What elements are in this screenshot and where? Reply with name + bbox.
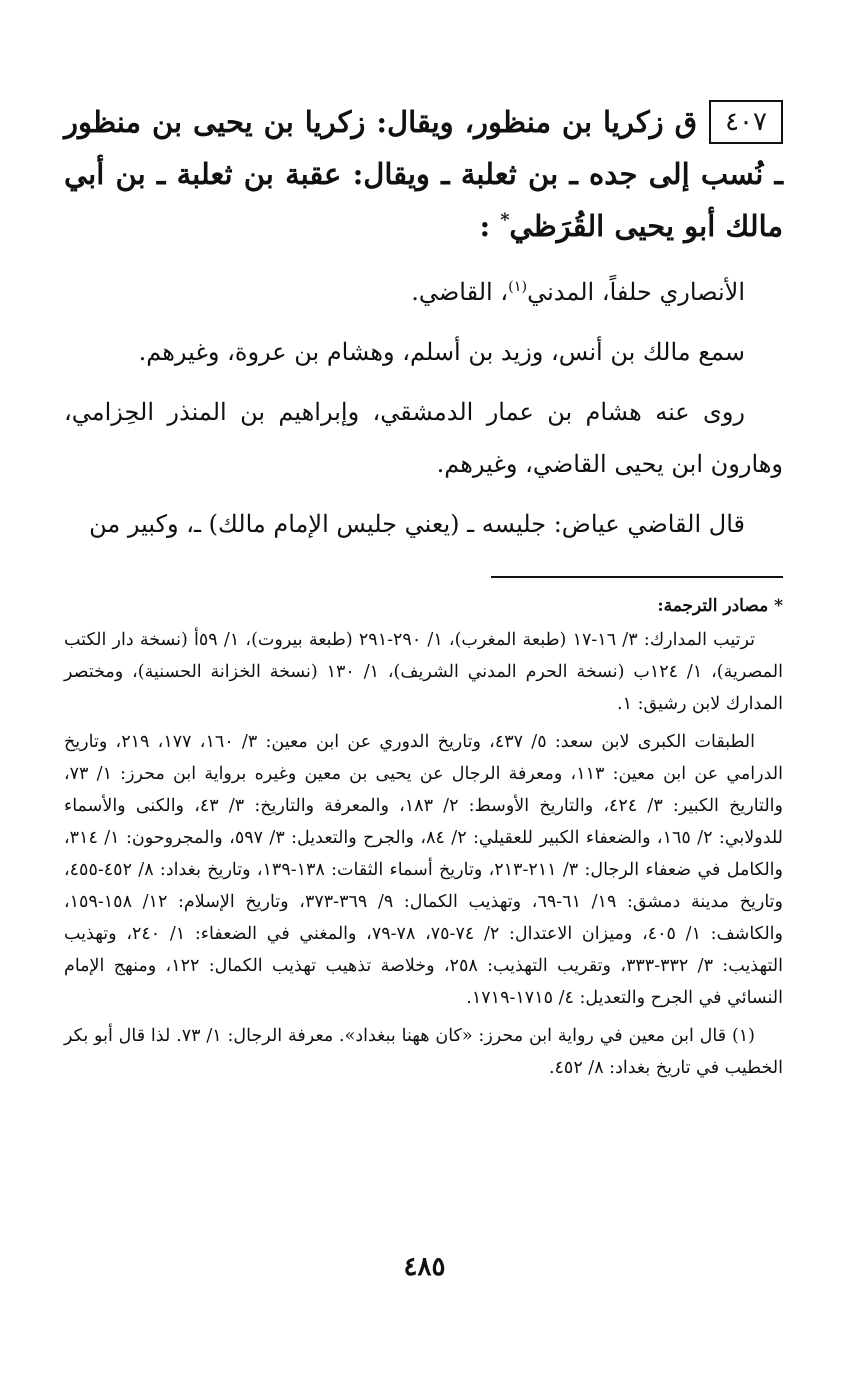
footnote-separator — [491, 576, 783, 578]
source-asterisk-mark: * — [500, 210, 510, 231]
entry-heading — [64, 96, 783, 252]
paragraph-1-rest: ، القاضي. — [411, 278, 509, 306]
body-paragraph-3: روى عنه هشام بن عمار الدمشقي، وإبراهيم بن المنذر الحِزامي، وهارون ابن يحيى القاضي، وغيرهم. — [64, 398, 783, 478]
footnotes-section — [64, 588, 783, 1084]
sources-paragraph-1: ترتيب المدارك: ٣/ ١٦-١٧ (طبعة المغرب)، ١/ ٢٩٠-٢٩١ (طبعة بيروت)، ١/ ٥٩أ (نسخة دار الكتب المصرية)، ١/ ١٢٤ب (نسخة الحرم المدني الشريف)، ١/ ١٣٠ (نسخة الخزانة الحسنية)، ومختصر المدارك لابن رشيق: ١. — [64, 630, 783, 714]
footnote-ref-1: (١) — [508, 279, 528, 295]
body-paragraph-2: سمع مالك بن أنس، وزيد بن أسلم، وهشام بن عروة، وغيرهم. — [138, 338, 745, 366]
paragraph-1-text: الأنصاري حلفاً، المدني — [527, 278, 745, 306]
footnote-1: (١) قال ابن معين في رواية ابن محرز: «كان ههنا ببغداد». معرفة الرجال: ١/ ٧٣. لذا قال أبو بكر الخطيب في تاريخ بغداد: ٨/ ٤٥٢. — [64, 1026, 783, 1078]
page-number: ٤٨٥ — [403, 1252, 446, 1282]
body-paragraph-1 — [64, 266, 783, 318]
heading-colon: : — [479, 209, 491, 243]
body-paragraph-4: قال القاضي عياض: جليسه ـ (يعني جليس الإمام مالك) ـ، وكبير من — [89, 510, 745, 538]
entry-number-box: ٤٠٧ — [709, 100, 783, 144]
entry-heading-text: ق زكريا بن منظور، ويقال: زكريا بن يحيى بن منظور ـ نُسب إلى جده ـ بن ثعلبة ـ ويقال: عقبة بن ثعلبة ـ بن أبي مالك أبو يحيى القُرَظي — [64, 105, 783, 243]
entry-body — [64, 266, 783, 550]
sources-paragraph-2: الطبقات الكبرى لابن سعد: ٥/ ٤٣٧، وتاريخ الدوري عن ابن معين: ٣/ ١٦٠، ١٧٧، ٢١٩، وتاريخ الدرامي عن ابن معين: ١١٣، ومعرفة الرجال عن يحيى بن معين وغيره برواية ابن محرز: ١/ ٧٣، والتاريخ الكبير: ٣/ ٤٢٤، والتاريخ الأوسط: ٢/ ١٨٣، والمعرفة والتاريخ: ٣/ ٤٣، والكنى والأسماء للدولابي: ٢/ ١٦٥، والضعفاء الكبير للعقيلي: ٢/ ٨٤، والجرح والتعديل: ٣/ ٥٩٧، والمجروحون: ١/ ٣١٤، والكامل في ضعفاء الرجال: ٣/ ٢١١-٢١٣، وتاريخ أسماء الثقات: ١٣٨-١٣٩، وتاريخ بغداد: ٨/ ٤٥٢-٤٥٥، وتاريخ مدينة دمشق: ١٩/ ٦١-٦٩، وتهذيب الكمال: ٩/ ٣٦٩-٣٧٣، وتاريخ الإسلام: ١٢/ ١٥٨-١٥٩، والكاشف: ١/ ٤٠٥، وميزان الاعتدال: ٢/ ٧٤-٧٥، ٧٨-٧٩، والمغني في الضعفاء: ١/ ٢٤٠، وتهذيب التهذيب: ٣/ ٣٣٢-٣٣٣، وتقريب التهذيب: ٢٥٨، وخلاصة تذهيب تهذيب الكمال: ١٢٢، ومنهج الإمام النسائي في الجرح والتعديل: ٤/ ١٧١٥-١٧١٩. — [64, 732, 784, 1008]
sources-title: * مصادر الترجمة: — [657, 596, 783, 616]
